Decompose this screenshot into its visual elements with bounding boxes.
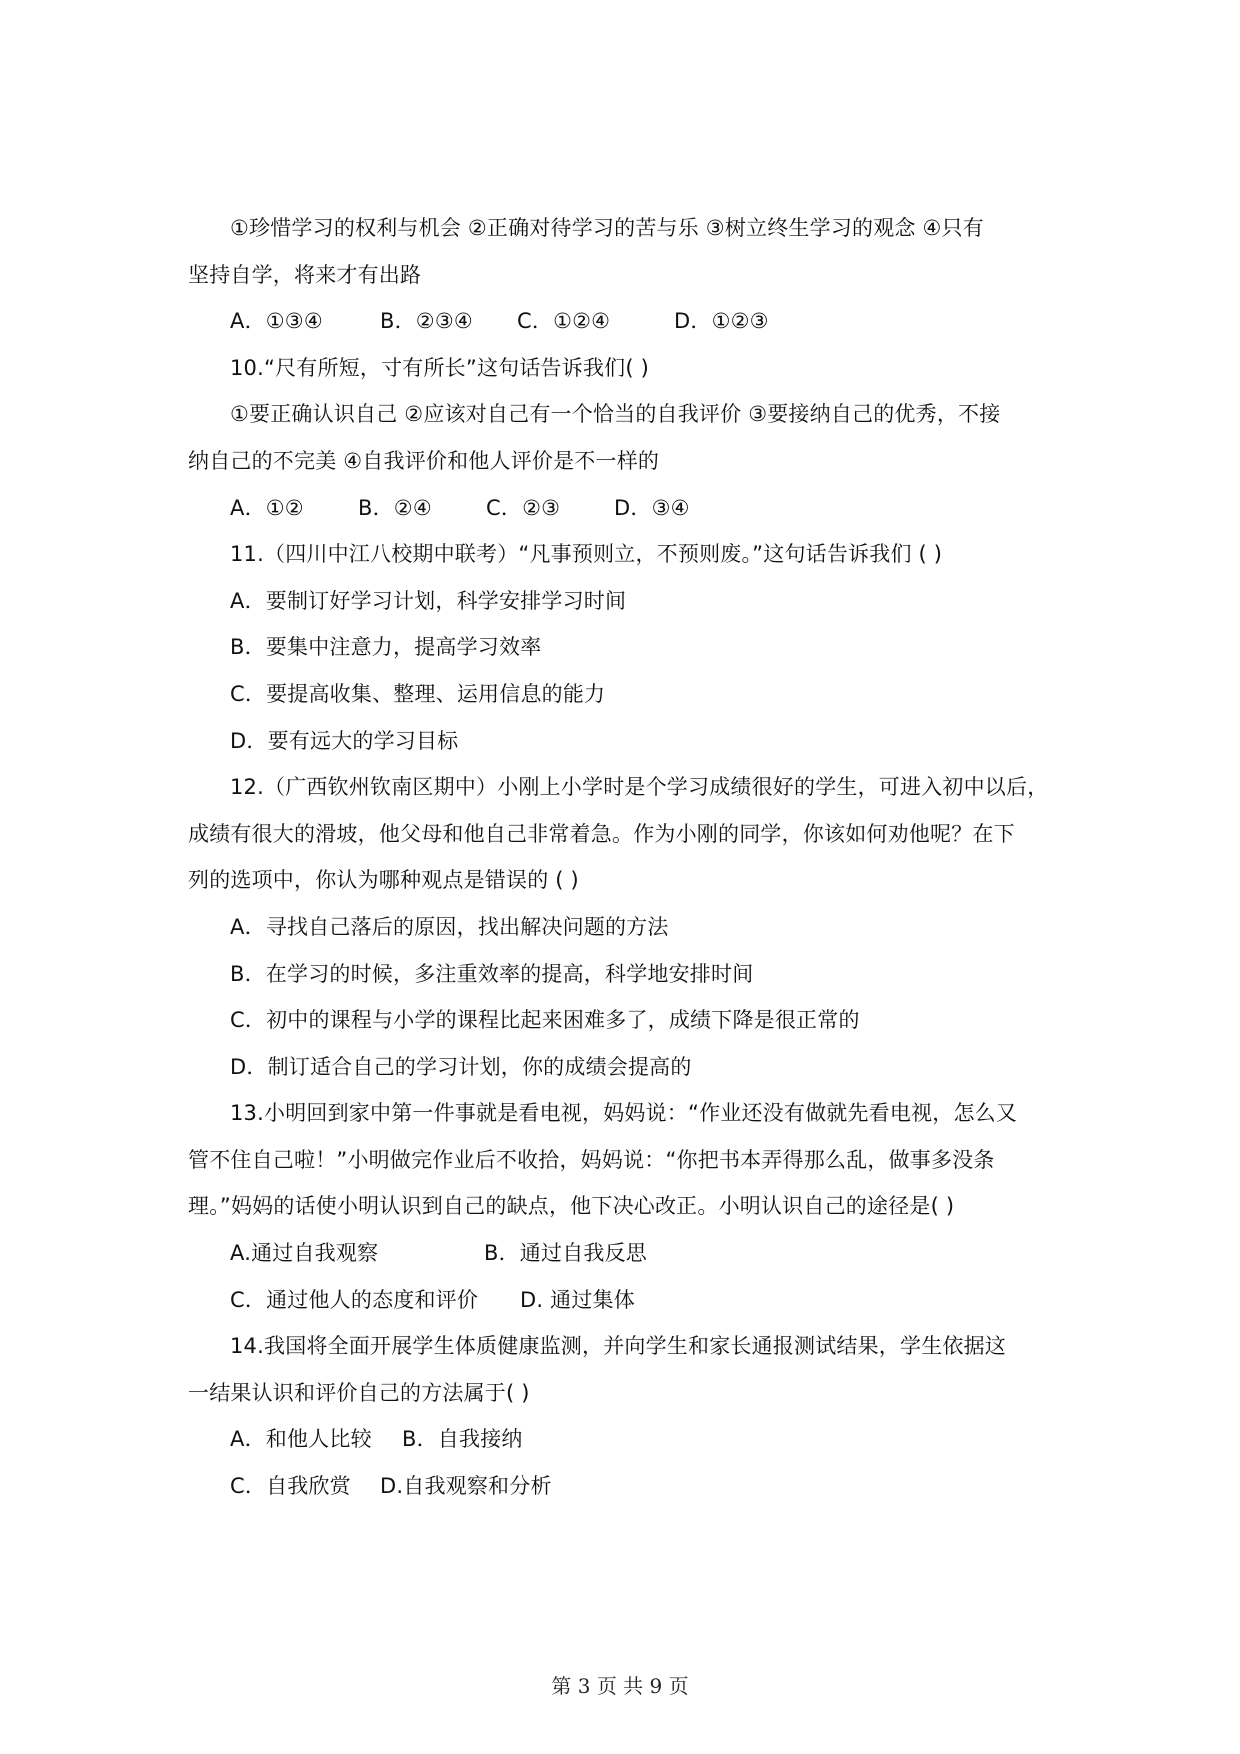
q9-statement-line-2: 坚持自学，将来才有出路: [188, 262, 422, 287]
q13-option-b: B．通过自我反思: [484, 1241, 648, 1266]
q11-option-d: D．要有远大的学习目标: [230, 728, 459, 753]
q11-option-b: B．要集中注意力，提高学习效率: [230, 635, 542, 660]
q9-option-d: D．①②③: [674, 309, 769, 334]
q14-options-row-2: [188, 1463, 1068, 1510]
q9-option-c: C．①②④: [517, 309, 611, 334]
q11-option-a: A．要制订好学习计划，科学安排学习时间: [230, 588, 627, 613]
q10-option-c: C．②③: [486, 495, 561, 520]
q13-options-row-2: [188, 1277, 1068, 1324]
q13-stem-line-3: 理。”妈妈的话使小明认识到自己的缺点，他下决心改正。小明认识自己的途径是( ): [188, 1194, 955, 1219]
q14-stem-line-2: 一结果认识和评价自己的方法属于( ): [188, 1380, 530, 1405]
q14-stem-line-1: 14.我国将全面开展学生体质健康监测，并向学生和家长通报测试结果，学生依据这: [230, 1334, 1006, 1359]
q13-option-c: C．通过他人的态度和评价: [230, 1287, 479, 1312]
page-footer: 第 3 页 共 9 页: [551, 1674, 689, 1698]
q14-option-a: A．和他人比较: [230, 1427, 372, 1452]
q12-stem-line-1: 12.（广西钦州钦南区期中）小刚上小学时是个学习成绩很好的学生，可进入初中以后，: [230, 775, 1049, 800]
q13-stem-line-1: 13.小明回到家中第一件事就是看电视，妈妈说：“作业还没有做就先看电视，怎么又: [230, 1101, 1018, 1126]
q9-options: [188, 298, 1068, 345]
q10-options: [188, 485, 1068, 532]
q9-option-a: A．①③④: [230, 309, 323, 334]
q9-statement-line-1: ①珍惜学习的权利与机会 ②正确对待学习的苦与乐 ③树立终生学习的观念 ④只有: [230, 216, 984, 240]
q10-option-d: D．③④: [614, 495, 690, 520]
q13-options-row-1: [188, 1230, 1068, 1277]
q11-stem: 11.（四川中江八校期中联考）“凡事预则立，不预则废。”这句话告诉我们 ( ): [230, 542, 943, 567]
q11-option-c: C．要提高收集、整理、运用信息的能力: [230, 681, 606, 706]
q12-option-a: A．寻找自己落后的原因，找出解决问题的方法: [230, 914, 669, 939]
q12-option-b: B．在学习的时候，多注重效率的提高，科学地安排时间: [230, 961, 754, 986]
document-page: [188, 205, 1068, 1510]
q9-option-b: B．②③④: [380, 309, 473, 334]
q13-option-a: A.通过自我观察: [230, 1241, 379, 1266]
q13-option-d: D. 通过集体: [520, 1287, 635, 1312]
q14-option-b: B．自我接纳: [402, 1427, 523, 1452]
q12-option-d: D．制订适合自己的学习计划，你的成绩会提高的: [230, 1054, 692, 1079]
q10-statement-line-1: ①要正确认识自己 ②应该对自己有一个恰当的自我评价 ③要接纳自己的优秀，不接: [230, 402, 1001, 427]
q10-option-a: A．①②: [230, 495, 304, 520]
q14-option-c: C．自我欣赏: [230, 1474, 351, 1499]
q13-stem-line-2: 管不住自己啦！”小明做完作业后不收拾，妈妈说：“你把书本弄得那么乱，做事多没条: [188, 1147, 995, 1172]
q10-statement-line-2: 纳自己的不完美 ④自我评价和他人评价是不一样的: [188, 448, 660, 473]
q10-option-b: B．②④: [358, 495, 432, 520]
q12-stem-line-2: 成绩有很大的滑坡，他父母和他自己非常着急。作为小刚的同学，你该如何劝他呢？在下: [188, 821, 1015, 846]
q10-stem: 10.“尺有所短，寸有所长”这句话告诉我们( ): [230, 355, 650, 380]
q14-options-row-1: [188, 1416, 1068, 1463]
q14-option-d: D.自我观察和分析: [380, 1474, 552, 1499]
q12-option-c: C．初中的课程与小学的课程比起来困难多了，成绩下降是很正常的: [230, 1008, 860, 1033]
q12-stem-line-3: 列的选项中，你认为哪种观点是错误的 ( ): [188, 868, 579, 893]
